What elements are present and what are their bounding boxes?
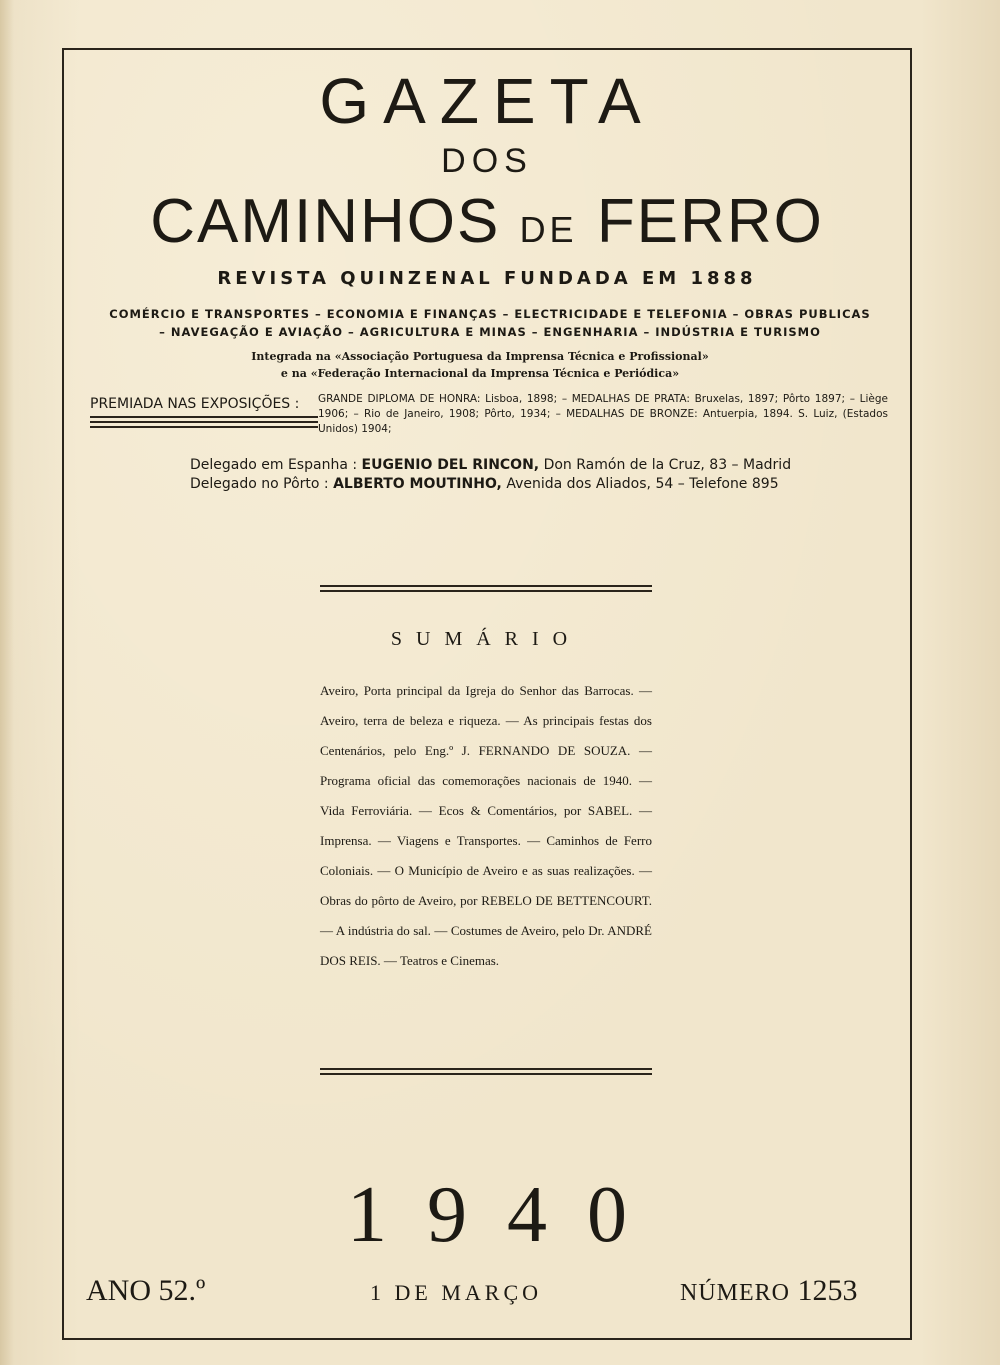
- footer-number-value: 1253: [797, 1274, 858, 1307]
- title-caminhos: CAMINHOS: [150, 187, 501, 256]
- summary-heading: SUMÁRIO: [390, 628, 582, 650]
- delegate-porto-address: Avenida dos Aliados, 54 – Telefone 895: [506, 476, 779, 492]
- footer-number: [680, 1274, 858, 1308]
- delegates: [190, 456, 830, 494]
- title-dos: DOS: [441, 142, 533, 180]
- footer-volume: ANO 52.º: [86, 1274, 206, 1307]
- delegate-porto-prefix: Delegado no Pôrto :: [190, 476, 329, 492]
- summary-body: Aveiro, Porta principal da Igreja do Senhor das Barrocas. — Aveiro, terra de beleza e riqueza. — As principais festas dos Centenários, pelo Eng.º J. FERNANDO DE SOUZA. — Programa oficial das comemorações nacionais de 1940. — Vida Ferroviária. — Ecos & Comentários, por SABEL. — Imprensa. — Viagens e Transportes. — Caminhos de Ferro Coloniais. — O Município de Aveiro e as suas realizações. — Obras do pôrto de Aveiro, por REBELO DE BETTENCOURT. — A indústria do sal. — Costumes de Aveiro, pelo Dr. ANDRÉ DOS REIS. — Teatros e Cinemas.: [320, 683, 652, 968]
- summary-top-rule: [320, 585, 652, 595]
- title-ferro: FERRO: [596, 187, 824, 256]
- binding-edge: [0, 0, 14, 1365]
- delegate-porto-name: ALBERTO MOUTINHO,: [333, 476, 502, 492]
- issue-year: 1940: [347, 1171, 667, 1259]
- summary-bottom-rule: [320, 1068, 652, 1078]
- association-line-2: e na «Federação Internacional da Imprensa Técnica e Periódica»: [280, 367, 680, 380]
- association-note: [180, 348, 780, 382]
- awards-rules: [90, 416, 318, 431]
- delegate-spain-prefix: Delegado em Espanha :: [190, 457, 358, 473]
- topics-line-1: COMÉRCIO E TRANSPORTES – ECONOMIA E FINANÇAS – ELECTRICIDADE E TELEFONIA – OBRAS PUBLICAS: [109, 307, 871, 321]
- delegate-spain-name: EUGENIO DEL RINCON,: [361, 457, 540, 473]
- awards-text: GRANDE DIPLOMA DE HONRA: Lisboa, 1898; – MEDALHAS DE PRATA: Bruxelas, 1897; Pôrto 1897; – Liège 1906; – Rio de Janeiro, 1908; Pôrto, 1934; – MEDALHAS DE BRONZE: Antuerpia, 1894. S. Luiz, (Estados Unidos) 1904;: [318, 393, 888, 435]
- delegate-spain: [190, 456, 830, 475]
- delegate-porto: [190, 475, 830, 494]
- association-line-1: Integrada na «Associação Portuguesa da Imprensa Técnica e Profissional»: [251, 350, 709, 363]
- title-gazeta: GAZETA: [319, 65, 655, 137]
- title-de: DE: [519, 209, 578, 250]
- awards-label: PREMIADA NAS EXPOSIÇÕES :: [90, 396, 300, 412]
- title-caminhos-de-ferro: [62, 186, 912, 257]
- topics-line-2: – NAVEGAÇÃO E AVIAÇÃO – AGRICULTURA E MINAS – ENGENHARIA – INDÚSTRIA E TURISMO: [159, 325, 821, 339]
- footer-date: 1 DE MARÇO: [370, 1280, 543, 1305]
- delegate-spain-address: Don Ramón de la Cruz, 83 – Madrid: [543, 457, 792, 473]
- topics: [100, 305, 880, 341]
- footer-number-label: NÚMERO: [680, 1280, 791, 1306]
- subtitle: REVISTA QUINZENAL FUNDADA EM 1888: [217, 268, 757, 289]
